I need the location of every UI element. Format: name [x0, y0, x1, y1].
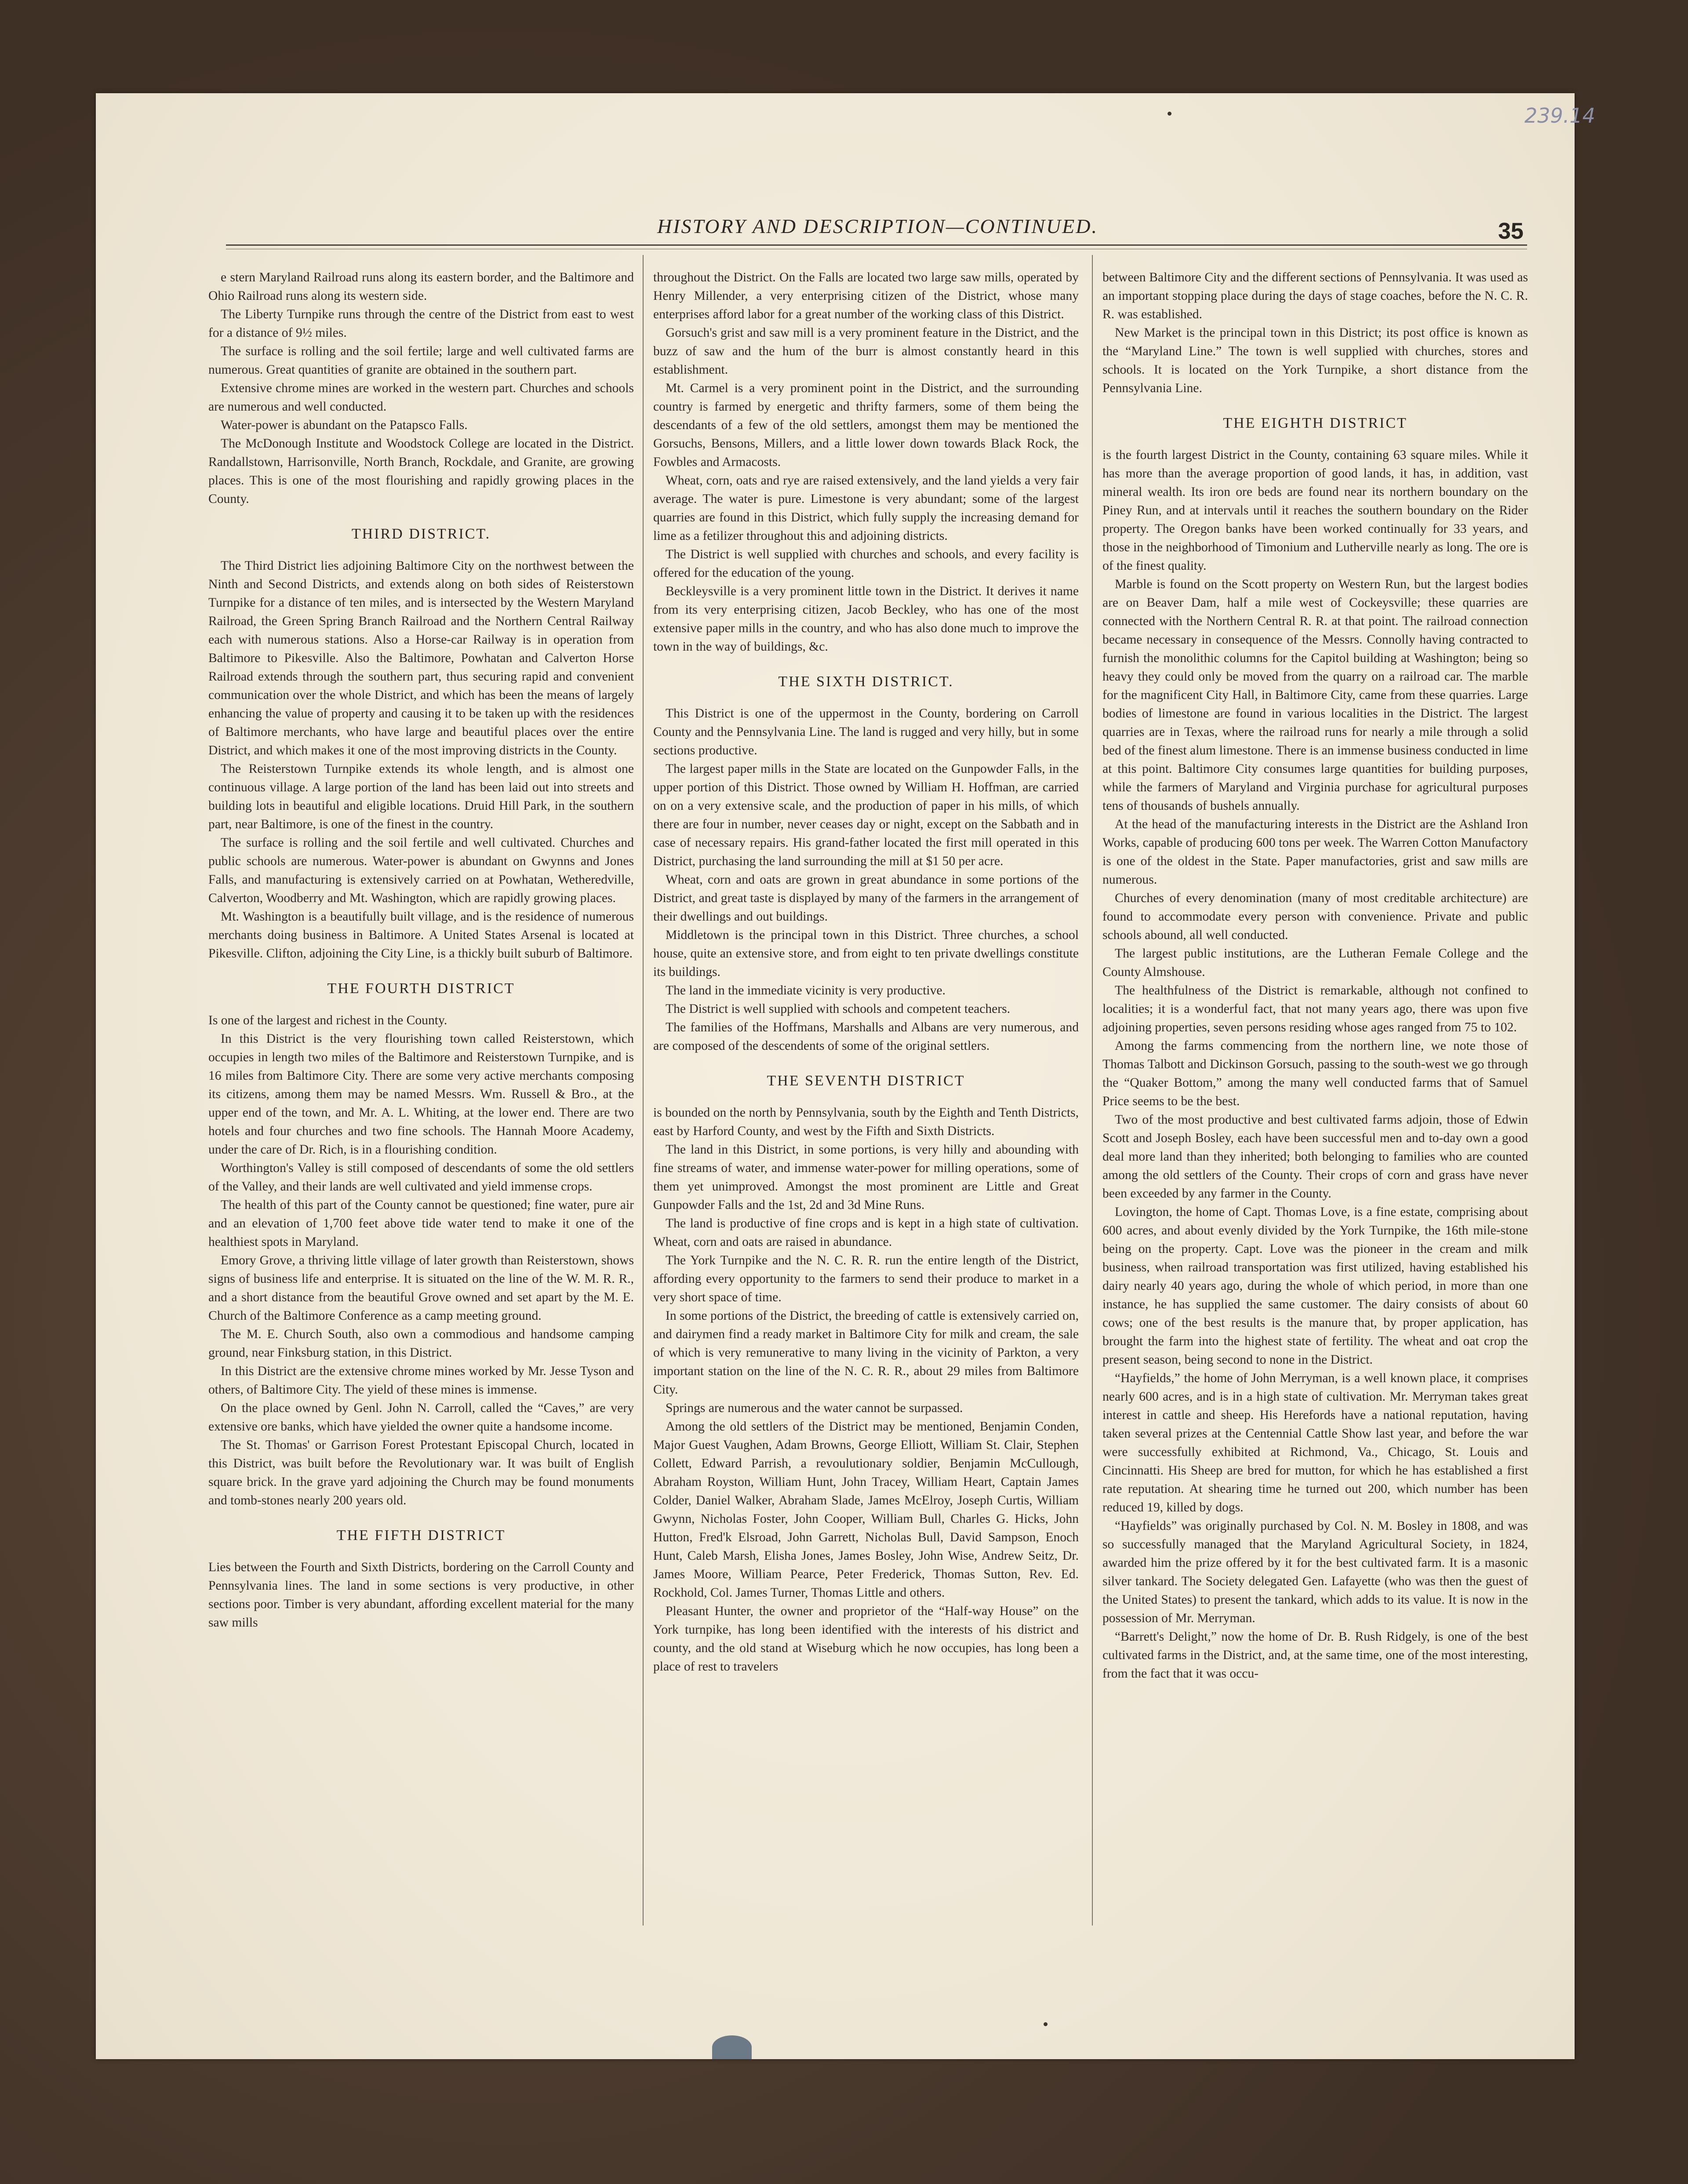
paragraph: The Third District lies adjoining Baltimore City on the northwest between the Ninth and Second Districts, and extends along on both sides of Reisterstown Turnpike for a distance of ten miles, and is intersected by the Western Maryland Railroad, the Green Spring Branch Railroad and the Northern Central Railway each with numerous stations. Also a Horse-car Railway is in operation from Baltimore to Pikesville. Also the Baltimore, Powhatan and Calverton Horse Railroad extends through the southern part, thus securing rapid and convenient communication over the whole District, and which has been the means of largely enhancing the value of property and causing it to be taken up with the residences of Baltimore merchants, who have large and beautiful places over the entire District, and which makes it one of the most improving districts in the County. [208, 559, 634, 757]
section-heading: THE FIFTH DISTRICT [336, 1527, 506, 1543]
section-heading: THE EIGHTH DISTRICT [1223, 415, 1408, 431]
paragraph: New Market is the principal town in this District; its post office is known as the “Maryland Line.” The town is well supplied with churches, stores and schools. It is located on the York Turnpike, a short distance from the Pennsylvania Line. [1102, 326, 1528, 395]
paragraph: The land in the immediate vicinity is very productive. [666, 983, 946, 997]
paragraph: Wheat, corn, oats and rye are raised extensively, and the land yields a very fair average. The water is pure. Limestone is very abundant; some of the largest quarries are found in this District, which fully supply the increasing demand for lime as a fetilizer throughout this and adjoining districts. [653, 473, 1079, 543]
paragraph: Two of the most productive and best cultivated farms adjoin, those of Edwin Scott and Joseph Bosley, each have been successful men and to-day own a good deal more land than they inherited; both belonging to families who are counted among the old settlers of the County. Their crops of corn and grass have never been exceeded by any farmer in the County. [1102, 1113, 1528, 1201]
paragraph: The M. E. Church South, also own a commodious and handsome camping ground, near Finksburg station, in this District. [208, 1327, 634, 1360]
paragraph: Churches of every denomination (many of most creditable architecture) are found to accommodate every person with convenience. Private and public schools abound, all well conducted. [1102, 891, 1528, 942]
column-rule [1092, 255, 1093, 1926]
column-rule [643, 255, 644, 1926]
section-heading: THE SIXTH DISTRICT. [778, 673, 954, 690]
paragraph: Among the farms commencing from the northern line, we note those of Thomas Talbott and Dickinson Gorsuch, passing to the south-west we go through the “Quaker Bottom,” among the many well conducted farms that of Samuel Price seems to be the best. [1102, 1039, 1528, 1108]
paragraph: Wheat, corn and oats are grown in great abundance in some portions of the District, and great taste is displayed by many of the farmers in the arrangement of their dwellings and out buildings. [653, 873, 1079, 924]
page-number: 35 [1498, 218, 1524, 244]
section-heading: THE FOURTH DISTRICT [327, 980, 515, 997]
column-3 [1102, 268, 1528, 1683]
clip-mark [712, 2035, 752, 2059]
paragraph: Gorsuch's grist and saw mill is a very prominent feature in the District, and the buzz of saw and the hum of the burr is almost constantly heard in this establishment. [653, 326, 1079, 377]
paragraph: “Hayfields,” the home of John Merryman, is a well known place, it comprises nearly 600 acres, and is in a high state of cultivation. Mr. Merryman takes great interest in cattle and sheep. His Herefords have a national reputation, having taken several prizes at the Centennial Cattle Show last year, and before the war were successfully exhibited at Richmond, Va., Chicago, St. Louis and Cincinnatti. His Sheep are bred for mutton, for which he has established a first rate reputation. At shearing time he turned out 200, which number has been reduced 19, killed by dogs. [1102, 1371, 1528, 1514]
paragraph: Pleasant Hunter, the owner and proprietor of the “Half-way House” on the York turnpike, has long been identified with the interests of his district and county, and the old stand at Wiseburg which he now occupies, has long been a place of rest to travelers [653, 1604, 1079, 1674]
paragraph: The St. Thomas' or Garrison Forest Protestant Episcopal Church, located in this District, was built before the Revolutionary war. It was built of English square brick. In the grave yard adjoining the Church may be found monuments and tomb-stones nearly 200 years old. [208, 1438, 634, 1507]
paragraph: Worthington's Valley is still composed of descendants of some the old settlers of the Valley, and their lands are well cultivated and yield immense crops. [208, 1161, 634, 1194]
paragraph: The surface is rolling and the soil fertile; large and well cultivated farms are numerous. Great quantities of granite are obtained in the southern part. [208, 344, 634, 377]
paragraph: The largest public institutions, are the Lutheran Female College and the County Almshouse. [1102, 946, 1528, 979]
paragraph: Lies between the Fourth and Sixth Districts, bordering on the Carroll County and Pennsylvania lines. The land in some sections is very productive, in other sections poor. Timber is very abundant, affording excellent material for the many saw mills [208, 1560, 634, 1630]
paragraph: In some portions of the District, the breeding of cattle is extensively carried on, and dairymen find a ready market in Baltimore City for milk and cream, the sale of which is very remunerative to many living in the vicinity of Parkton, a very important station on the line of the N. C. R. R., about 29 miles from Baltimore City. [653, 1309, 1079, 1397]
paragraph: The District is well supplied with churches and schools, and every facility is offered for the education of the young. [653, 547, 1079, 580]
paragraph: Is one of the largest and richest in the County. [208, 1013, 447, 1027]
column-2 [653, 268, 1079, 1676]
section-heading: THIRD DISTRICT. [351, 526, 491, 542]
paragraph: Marble is found on the Scott property on Western Run, but the largest bodies are on Beaver Dam, half a mile west of Cockeysville; these quarries are connected with the Northern Central R. R. at that point. The railroad connection became necessary in consequence of the Messrs. Connolly having contracted to furnish the monolithic columns for the Capitol building at Washington; being so heavy they could only be moved from the quarry on a railroad car. The marble for the magnificent City Hall, in Baltimore City, came from these quarries. Large bodies of limestone are found in various localities in the District. The largest quarries are in Texas, where the railroad runs for nearly a mile through a solid bed of the finest alum limestone. There is an immense business conducted in lime at this point. Baltimore City consumes large quantities for building purposes, while the farmers of Maryland and Virginia purchase for agricultural purposes tens of thousands of bushels annually. [1102, 577, 1528, 813]
section-heading: THE SEVENTH DISTRICT [767, 1073, 965, 1089]
paragraph: is bounded on the north by Pennsylvania, south by the Eighth and Tenth Districts, east by Harford County, and west by the Fifth and Sixth Districts. [653, 1106, 1079, 1138]
paragraph: “Hayfields” was originally purchased by Col. N. M. Bosley in 1808, and was so successfully managed that the Maryland Agricultural Society, in 1824, awarded him the prize offered by it for the best cultivated farm. It is a masonic silver tankard. The Society delegated Gen. Lafayette (who was then the guest of the United States) to present the tankard, which adds to its value. It is now in the possession of Mr. Merryman. [1102, 1519, 1528, 1625]
paragraph: This District is one of the uppermost in the County, bordering on Carroll County and the Pennsylvania Line. The land is rugged and very hilly, but in some sections productive. [653, 706, 1079, 757]
running-head: HISTORY AND DESCRIPTION—CONTINUED. [657, 215, 1098, 237]
paragraph: Springs are numerous and the water cannot be surpassed. [666, 1401, 963, 1415]
paragraph: In this District is the very flourishing town called Reisterstown, which occupies in length two miles of the Baltimore and Reisterstown Turnpike, and is 16 miles from Baltimore City. There are some very active merchants composing its citizens, among them may be named Messrs. Wm. Russell & Bro., at the upper end of the town, and Mr. A. L. Whiting, at the lower end. There are two hotels and four churches and two fine schools. The Hannah Moore Academy, under the care of Dr. Rich, is in a flourishing condition. [208, 1032, 634, 1157]
paragraph: Mt. Washington is a beautifully built village, and is the residence of numerous merchants doing business in Baltimore. A United States Arsenal is located at Pikesville. Clifton, adjoining the City Line, is a thickly built suburb of Baltimore. [208, 910, 634, 961]
paragraph: The surface is rolling and the soil fertile and well cultivated. Churches and public schools are numerous. Water-power is abundant on Gwynns and Jones Falls, and manufacturing is extensively carried on at Powhatan, Wetheredville, Calverton, Woodberry and Mt. Washington, which are rapidly growing places. [208, 836, 634, 905]
paragraph: The health of this part of the County cannot be questioned; fine water, pure air and an elevation of 1,700 feet above tide water tend to make it one of the healthiest spots in Maryland. [208, 1198, 634, 1249]
paragraph: throughout the District. On the Falls are located two large saw mills, operated by Henry Millender, a very enterprising citizen of the District, whose many enterprises afford labor for a great number of the working class of this District. [653, 270, 1079, 321]
paragraph: is the fourth largest District in the County, containing 63 square miles. While it has more than the average proportion of good lands, it has, in addition, vast mineral wealth. Its iron ore beds are found near its northern boundary on the Piney Run, and at intervals until it reaches the southern boundary on the Rider property. The Oregon banks have been worked continually for 33 years, and those in the neighborhood of Timonium and Lutherville nearly as long. The ore is of the finest quality. [1102, 448, 1528, 573]
paragraph: At the head of the manufacturing interests in the District are the Ashland Iron Works, capable of producing 600 tons per week. The Warren Cotton Manufactory is one of the oldest in the State. Paper manufactories, grist and saw mills are numerous. [1102, 817, 1528, 887]
paragraph: Mt. Carmel is a very prominent point in the District, and the surrounding country is farmed by energetic and thrifty farmers, some of them being the descendants of a few of the old settlers, amongst them may be mentioned the Gorsuchs, Bensons, Millers, and a little lower down towards Black Rock, the Fowbles and Armacosts. [653, 381, 1079, 469]
paragraph: In this District are the extensive chrome mines worked by Mr. Jesse Tyson and others, of Baltimore City. The yield of these mines is immense. [208, 1364, 634, 1397]
specks [1168, 112, 1171, 116]
paragraph: On the place owned by Genl. John N. Carroll, called the “Caves,” are very extensive ore banks, which have yielded the owner quite a handsome income. [208, 1401, 634, 1434]
specks [1044, 2022, 1048, 2026]
paragraph: Middletown is the principal town in this District. Three churches, a school house, quite an extensive store, and from eight to ten private dwellings constitute its buildings. [653, 928, 1079, 979]
header-rule [226, 244, 1527, 246]
paragraph: The largest paper mills in the State are located on the Gunpowder Falls, in the upper portion of this District. Those owned by William H. Hoffman, are carried on on a very extensive scale, and the production of paper in his mills, of which there are four in number, never ceases day or night, except on the Sabbath and in case of necessary repairs. His grand-father located the first mill operated in this District, purchasing the land surrounding the mill at $1 50 per acre. [653, 762, 1079, 868]
paragraph: The District is well supplied with schools and competent teachers. [666, 1002, 1011, 1016]
paragraph: Beckleysville is a very prominent little town in the District. It derives it name from its very enterprising citizen, Jacob Beckley, who has one of the most extensive paper mills in the country, and who has also done much to improve the town in the way of buildings, &c. [653, 584, 1079, 654]
paragraph: between Baltimore City and the different sections of Pennsylvania. It was used as an important stopping place during the days of stage coaches, before the N. C. R. R. was established. [1102, 270, 1528, 321]
paragraph: The healthfulness of the District is remarkable, although not confined to localities; it is a wonderful fact, that not many years ago, there was upon five adjoining properties, seven persons residing whose ages ranged from 75 to 102. [1102, 983, 1528, 1034]
paragraph: The York Turnpike and the N. C. R. R. run the entire length of the District, affording every opportunity to the farmers to send their produce to market in a very short space of time. [653, 1253, 1079, 1304]
paragraph: Among the old settlers of the District may be mentioned, Benjamin Conden, Major Guest Vaughen, Adam Browns, George Elliott, William St. Clair, Stephen Collett, Edward Parrish, a revoulutionary soldier, Benjamin McCullough, Abraham Royston, William Hunt, John Tracey, William Heart, Captain James Colder, Daniel Walker, Abraham Slade, James McElroy, Joseph Curtis, William Gwynn, Nicholas Foster, John Cooper, William Bull, Charles G. Hicks, John Hutton, Fred'k Elsroad, John Garrett, Nicholas Bull, David Sampson, Enoch Hunt, Caleb Marsh, Elisha Jones, James Bosley, John Wise, Andrew Seitz, Dr. James Moore, William Pearce, Peter Frederick, Thomas Sutton, Rev. Ed. Rockhold, Col. James Turner, Thomas Little and others. [653, 1420, 1079, 1600]
catalog-number: 239.14 [1524, 104, 1595, 127]
paragraph: The McDonough Institute and Woodstock College are located in the District. Randallstown, Harrisonville, North Branch, Rockdale, and Granite, are growing places. This is one of the most flourishing and rapidly growing places in the County. [208, 437, 634, 506]
paragraph: Water-power is abundant on the Patapsco Falls. [221, 418, 468, 432]
paragraph: The land in this District, in some portions, is very hilly and abounding with fine streams of water, and immense water-power for milling operations, some of them yet unimproved. Amongst the most prominent are Little and Great Gunpowder Falls and the 1st, 2d and 3d Mine Runs. [653, 1143, 1079, 1212]
paragraph: Emory Grove, a thriving little village of later growth than Reisterstown, shows signs of business life and enterprise. It is situated on the line of the W. M. R. R., and a short distance from the beautiful Grove owned and set apart by the M. E. Church of the Baltimore Conference as a camp meeting ground. [208, 1253, 634, 1323]
column-1 [208, 268, 634, 1632]
paragraph: e stern Maryland Railroad runs along its eastern border, and the Baltimore and Ohio Railroad runs along its western side. [208, 270, 634, 303]
paragraph: The Liberty Turnpike runs through the centre of the District from east to west for a distance of 9½ miles. [208, 307, 634, 340]
paragraph: “Barrett's Delight,” now the home of Dr. B. Rush Ridgely, is one of the best cultivated farms in the District, and, at the same time, one of the most interesting, from the fact that it was occu- [1102, 1630, 1528, 1681]
paragraph: Lovington, the home of Capt. Thomas Love, is a fine estate, comprising about 600 acres, and about evenly divided by the York Turnpike, the 16th mile-stone being on the property. Capt. Love was the pioneer in the cream and milk business, when railroad transportation was first utilized, having established his dairy nearly 40 years ago, during the whole of which period, in more than one instance, he has supplied the same customer. The dairy consists of about 60 cows; one of the best results is the manure that, by proper application, has brought the farm into the highest state of fertility. The wheat and oat crop the present season, being second to none in the District. [1102, 1205, 1528, 1367]
paragraph: The land is productive of fine crops and is kept in a high state of cultivation. Wheat, corn and oats are raised in abundance. [653, 1216, 1079, 1249]
paragraph: The Reisterstown Turnpike extends its whole length, and is almost one continuous village. A large portion of the land has been laid out into streets and building lots in beautiful and eligible locations. Druid Hill Park, in the southern part, near Baltimore, is one of the finest in the country. [208, 762, 634, 831]
paragraph: The families of the Hoffmans, Marshalls and Albans are very numerous, and are composed of the descendents of some of the original settlers. [653, 1020, 1079, 1053]
paragraph: Extensive chrome mines are worked in the western part. Churches and schools are numerous and well conducted. [208, 381, 634, 414]
